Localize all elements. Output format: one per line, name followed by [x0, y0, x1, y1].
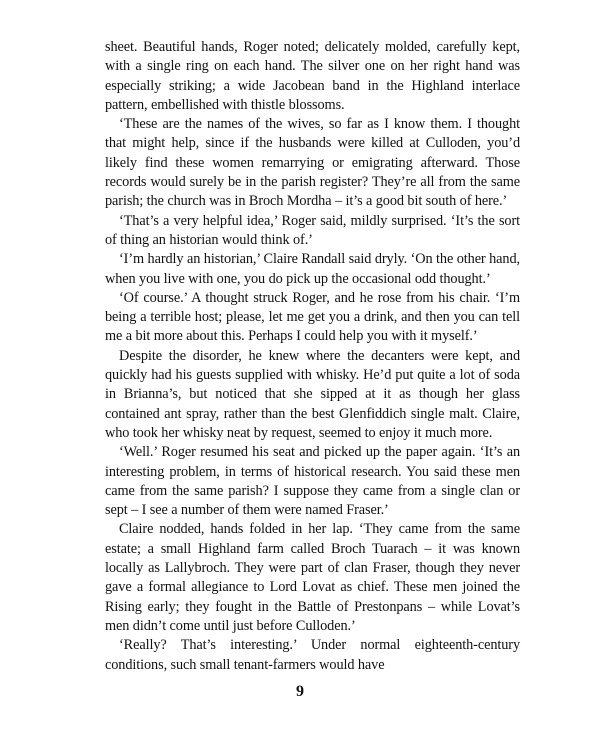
paragraph-4: ‘I’m hardly an historian,’ Claire Randall said dryly. ‘On the other hand, when you live with one, you do pick up the occasional odd thought.’	[105, 251, 520, 287]
paragraph-6: Despite the disorder, he knew where the decanters were kept, and quickly had his guests supplied with whisky. He’d put quite a lot of soda in Brianna’s, but noticed that she sipped at it as though her glass contained ant spray, rather than the best Glenfiddich single malt. Claire, who took her whisky neat by request, seemed to enjoy it much more.	[105, 347, 520, 441]
body-text	[105, 38, 520, 675]
paragraph-1: sheet. Beautiful hands, Roger noted; delicately molded, carefully kept, with a single ring on each hand. The silver one on her right hand was especially striking; a wide Jacobean band in the Highland interlace pattern, embellished with thistle blossoms.	[105, 39, 520, 113]
paragraph-7: ‘Well.’ Roger resumed his seat and picked up the paper again. ‘It’s an interesting problem, in terms of historical research. You said these men came from the same parish? I suppose they came from a single clan or sept – I see a number of them were named Fraser.’	[105, 444, 520, 519]
paragraph-5: ‘Of course.’ A thought struck Roger, and he rose from his chair. ‘I’m being a terrible host; please, let me get you a drink, and then you can tell me a bit more about this. Perhaps I could help you with it myself.’	[105, 289, 520, 345]
paragraph-2: ‘These are the names of the wives, so far as I know them. I thought that might help, since if the husbands were killed at Culloden, you’d likely find these women remarrying or emigrating afterward. Those records would surely be in the parish register? They’re all from the same parish; the church was in Broch Mordha – it’s a good bit south of here.’	[105, 116, 520, 210]
page-number: 9	[296, 683, 304, 700]
paragraph-9: ‘Really? That’s interesting.’ Under normal eighteenth-century conditions, such small tenant-farmers would have	[105, 637, 520, 673]
paragraph-8: Claire nodded, hands folded in her lap. ‘They came from the same estate; a small Highland farm called Broch Tuarach – it was known locally as Lallybroch. They were part of clan Fraser, though they never gave a formal allegiance to Lord Lovat as chief. These men joined the Rising early; they fought in the Battle of Prestonpans – while Lovat’s men didn’t come until just before Culloden.’	[105, 521, 520, 634]
paragraph-3: ‘That’s a very helpful idea,’ Roger said, mildly surprised. ‘It’s the sort of thing an historian would think of.’	[105, 212, 520, 248]
